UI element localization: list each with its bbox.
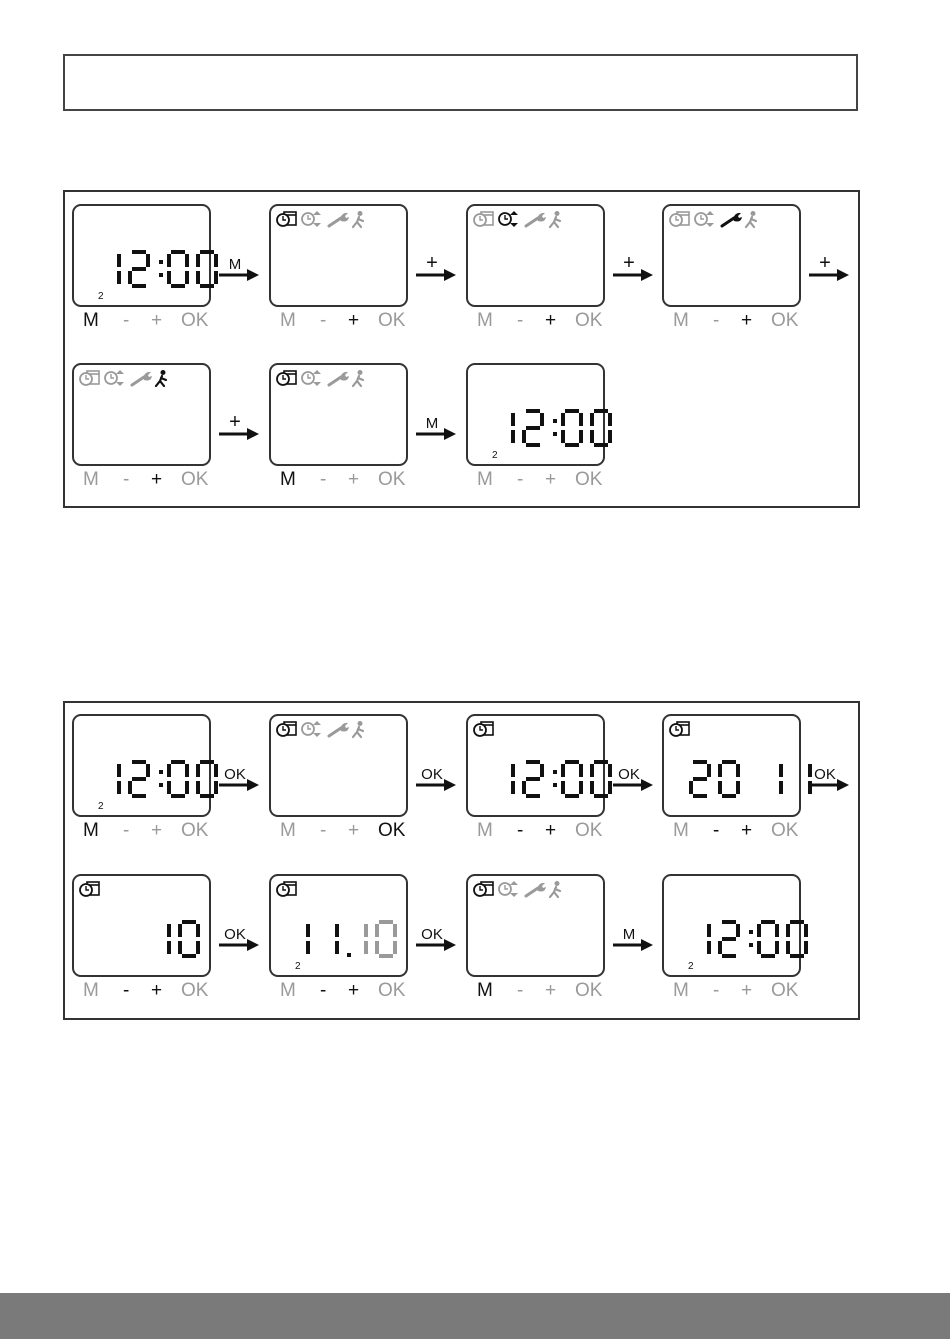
datetime-screen-2 — [270, 715, 407, 841]
header-box — [63, 54, 858, 111]
nav-screen-4 — [663, 205, 800, 331]
button-label-minus: - — [123, 310, 130, 331]
button-label-minus: - — [123, 980, 130, 1001]
button-label-ok: OK — [181, 820, 209, 841]
program-number: 2 — [98, 291, 104, 302]
button-label-minus: - — [320, 820, 327, 841]
button-label-minus: - — [320, 980, 327, 1001]
button-label-minus: - — [123, 469, 130, 490]
program-number: 2 — [295, 961, 301, 972]
datetime-screen-8 — [663, 875, 806, 1001]
nav-arrow-4 — [809, 252, 849, 281]
button-label-M: M — [280, 820, 296, 841]
nav-arrow-3 — [613, 252, 653, 281]
button-label-plus: + — [545, 469, 557, 490]
button-label-M: M — [673, 310, 689, 331]
button-label-ok: OK — [378, 310, 406, 331]
button-label-plus: + — [348, 820, 360, 841]
display-frame — [73, 205, 210, 306]
button-label-plus: + — [545, 980, 557, 1001]
arrow-label: + — [229, 411, 241, 433]
display-frame — [73, 875, 210, 976]
display-frame — [73, 715, 210, 816]
button-label-M: M — [477, 310, 493, 331]
button-label-ok: OK — [771, 980, 799, 1001]
button-label-minus: - — [517, 469, 524, 490]
panel-menu-navigation-diagram — [65, 192, 858, 506]
button-label-plus: + — [151, 980, 163, 1001]
button-label-plus: + — [151, 820, 163, 841]
datetime-screen-7 — [467, 875, 604, 1001]
program-number: 2 — [98, 801, 104, 812]
program-number: 2 — [688, 961, 694, 972]
arrow-label: OK — [421, 926, 443, 943]
nav-arrow-2 — [416, 252, 456, 281]
display-frame — [467, 364, 604, 465]
button-label-plus: + — [151, 310, 163, 331]
nav-screen-6 — [270, 364, 407, 490]
button-label-plus: + — [741, 820, 753, 841]
footer-bar — [0, 1293, 950, 1339]
datetime-arrow-4 — [809, 766, 849, 791]
button-label-plus: + — [151, 469, 163, 490]
arrow-label: M — [425, 415, 439, 432]
datetime-screen-4 — [663, 715, 810, 841]
button-label-M: M — [477, 469, 493, 490]
panel-date-time-setting — [63, 701, 860, 1020]
button-label-ok: OK — [771, 820, 799, 841]
nav-screen-1 — [73, 205, 216, 331]
program-number: 2 — [492, 450, 498, 461]
button-label-minus: - — [320, 310, 327, 331]
button-label-minus: - — [713, 980, 720, 1001]
display-frame — [467, 715, 604, 816]
button-label-ok: OK — [181, 310, 209, 331]
button-label-plus: + — [348, 980, 360, 1001]
button-label-ok: OK — [378, 469, 406, 490]
button-label-minus: - — [517, 980, 524, 1001]
button-label-ok: OK — [378, 980, 406, 1001]
button-label-minus: - — [320, 469, 327, 490]
panel-date-time-setting-diagram — [65, 703, 858, 1018]
display-frame — [663, 875, 800, 976]
button-label-minus: - — [517, 820, 524, 841]
nav-arrow-1 — [219, 256, 259, 281]
button-label-ok: OK — [575, 820, 603, 841]
arrow-label: OK — [618, 766, 640, 783]
button-label-M: M — [280, 469, 296, 490]
button-label-plus: + — [545, 820, 557, 841]
button-label-M: M — [673, 820, 689, 841]
datetime-screen-3 — [467, 715, 610, 841]
button-label-plus: + — [348, 310, 360, 331]
arrow-label: + — [426, 252, 438, 274]
button-label-M: M — [83, 980, 99, 1001]
button-label-M: M — [83, 469, 99, 490]
button-label-ok: OK — [378, 820, 406, 841]
nav-screen-2 — [270, 205, 407, 331]
button-label-ok: OK — [771, 310, 799, 331]
nav-screen-5 — [73, 364, 210, 490]
nav-screen-3 — [467, 205, 604, 331]
button-label-ok: OK — [575, 469, 603, 490]
button-label-ok: OK — [181, 980, 209, 1001]
panel-menu-navigation — [63, 190, 860, 508]
button-label-plus: + — [545, 310, 557, 331]
button-label-M: M — [673, 980, 689, 1001]
button-label-M: M — [83, 820, 99, 841]
datetime-screen-1 — [73, 715, 216, 841]
arrow-label: OK — [224, 926, 246, 943]
button-label-M: M — [83, 310, 99, 331]
arrow-label: OK — [421, 766, 443, 783]
button-label-M: M — [280, 310, 296, 331]
button-label-M: M — [477, 980, 493, 1001]
datetime-arrow-3 — [613, 766, 653, 791]
button-label-plus: + — [741, 310, 753, 331]
button-label-ok: OK — [575, 980, 603, 1001]
datetime-arrow-5 — [219, 926, 259, 951]
button-label-ok: OK — [575, 310, 603, 331]
nav-arrow-6 — [416, 415, 456, 440]
arrow-label: OK — [224, 766, 246, 783]
button-label-M: M — [280, 980, 296, 1001]
button-label-plus: + — [348, 469, 360, 490]
datetime-screen-5 — [73, 875, 210, 1001]
button-label-minus: - — [713, 820, 720, 841]
datetime-screen-6 — [270, 875, 407, 1001]
datetime-arrow-7 — [613, 926, 653, 951]
button-label-minus: - — [713, 310, 720, 331]
arrow-label: + — [623, 252, 635, 274]
button-label-ok: OK — [181, 469, 209, 490]
arrow-label: M — [228, 256, 242, 273]
datetime-arrow-1 — [219, 766, 259, 791]
arrow-label: OK — [814, 766, 836, 783]
arrow-label: M — [622, 926, 636, 943]
datetime-arrow-2 — [416, 766, 456, 791]
button-label-minus: - — [517, 310, 524, 331]
button-label-M: M — [477, 820, 493, 841]
button-label-plus: + — [741, 980, 753, 1001]
datetime-arrow-6 — [416, 926, 456, 951]
nav-arrow-5 — [219, 411, 259, 440]
nav-screen-7 — [467, 364, 610, 490]
button-label-minus: - — [123, 820, 130, 841]
arrow-label: + — [819, 252, 831, 274]
